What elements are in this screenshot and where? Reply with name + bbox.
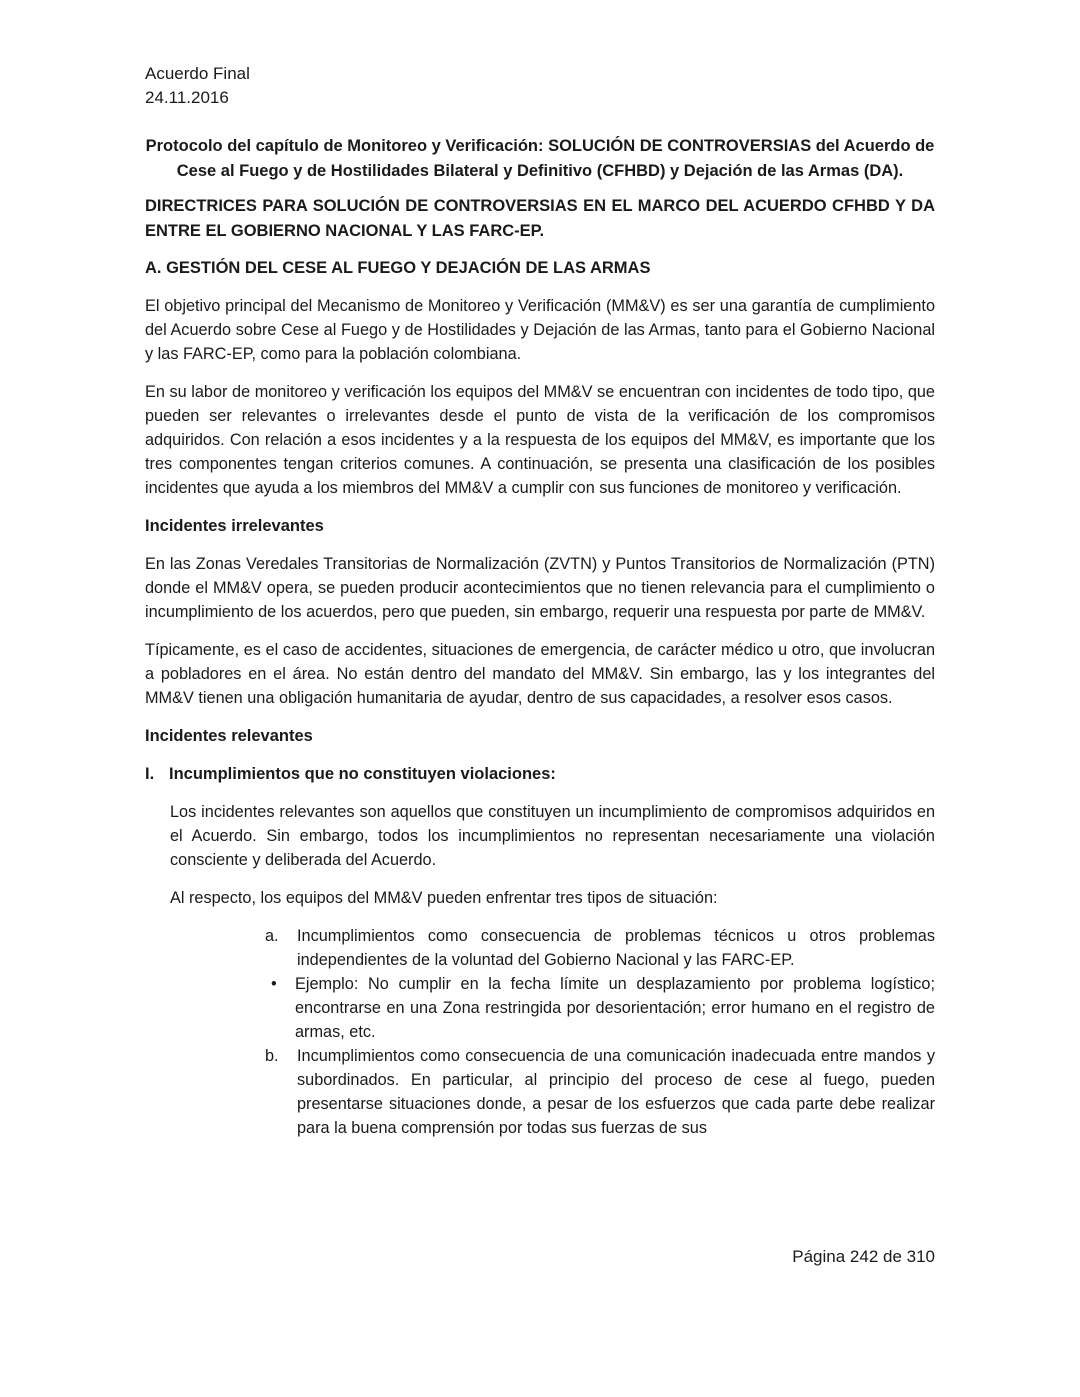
list-item <box>265 972 935 1044</box>
irrelevant-incidents-heading: Incidentes irrelevantes <box>145 517 324 535</box>
list-item <box>265 1044 935 1140</box>
directive-heading: DIRECTRICES PARA SOLUCIÓN DE CONTROVERSIAS EN EL MARCO DEL ACUERDO CFHBD Y DA ENTRE EL GOBIERNO NACIONAL Y LAS FARC-EP. <box>145 197 935 240</box>
roman-numeral: I. <box>145 765 155 783</box>
paragraph: En las Zonas Veredales Transitorias de Normalización (ZVTN) y Puntos Transitorios de Normalización (PTN) donde el MM&V opera, se pueden producir acontecimientos que no tienen relevancia para el cumplimiento o incumplimiento de los acuerdos, pero que pueden, sin embargo, requerir una respuesta por parte de MM&V. <box>145 555 935 621</box>
paragraph: Típicamente, es el caso de accidentes, situaciones de emergencia, de carácter médico u otro, que involucran a pobladores en el área. No están dentro del mandato del MM&V. Sin embargo, las y los integrantes del MM&V tienen una obligación humanitaria de ayudar, dentro de sus capacidades, a resolver esos casos. <box>145 641 935 707</box>
list-item-text: Incumplimientos como consecuencia de una comunicación inadecuada entre mandos y subordinados. En particular, al principio del proceso de cese al fuego, pueden presentarse situaciones donde, a pesar de los esfuerzos que cada parte debe realizar para la buena comprensión por todas sus fuerzas de sus <box>297 1047 935 1137</box>
list-marker: a. <box>265 927 279 945</box>
list-item-text: Incumplimientos como consecuencia de problemas técnicos u otros problemas independientes de la voluntad del Gobierno Nacional y las FARC-EP. <box>297 927 935 969</box>
document-page <box>145 62 935 1140</box>
list-item-text: Ejemplo: No cumplir en la fecha límite un desplazamiento por problema logístico; encontrarse en una Zona restringida por desorientación; error humano en el registro de armas, etc. <box>295 975 935 1041</box>
paragraph: Al respecto, los equipos del MM&V pueden enfrentar tres tipos de situación: <box>170 889 718 907</box>
list-marker: b. <box>265 1047 279 1065</box>
paragraph: El objetivo principal del Mecanismo de Monitoreo y Verificación (MM&V) es ser una garantía de cumplimiento del Acuerdo sobre Cese al Fuego y de Hostilidades y Dejación de las Armas, tanto para el Gobierno Nacional y las FARC-EP, como para la población colombiana. <box>145 297 935 363</box>
section-a-heading: A. GESTIÓN DEL CESE AL FUEGO Y DEJACIÓN DE LAS ARMAS <box>145 259 651 277</box>
roman-section-heading <box>145 762 935 786</box>
roman-section-title: Incumplimientos que no constituyen violaciones: <box>169 765 556 783</box>
list-item <box>265 924 935 972</box>
paragraph: Los incidentes relevantes son aquellos que constituyen un incumplimiento de compromisos adquiridos en el Acuerdo. Sin embargo, todos los incumplimientos no representan necesariamente una violación consciente y deliberada del Acuerdo. <box>170 803 935 869</box>
situation-list <box>265 924 935 1140</box>
bullet-icon: • <box>271 975 277 993</box>
header-doc-title: Acuerdo Final <box>145 64 250 83</box>
relevant-incidents-heading: Incidentes relevantes <box>145 727 313 745</box>
paragraph: En su labor de monitoreo y verificación los equipos del MM&V se encuentran con incidentes de todo tipo, que pueden ser relevantes o irrelevantes desde el punto de vista de la verificación de los compromisos adquiridos. Con relación a esos incidentes y a la respuesta de los equipos del MM&V, es importante que los tres componentes tengan criterios comunes. A continuación, se presenta una clasificación de los posibles incidentes que ayuda a los miembros del MM&V a cumplir con sus funciones de monitoreo y verificación. <box>145 383 935 497</box>
header-date: 24.11.2016 <box>145 88 229 107</box>
protocol-title: Protocolo del capítulo de Monitoreo y Verificación: SOLUCIÓN DE CONTROVERSIAS del Acuerdo de Cese al Fuego y de Hostilidades Bilateral y Definitivo (CFHBD) y Dejación de las Armas (DA). <box>145 137 935 180</box>
page-number: Página 242 de 310 <box>792 1247 935 1266</box>
document-header <box>145 62 935 110</box>
